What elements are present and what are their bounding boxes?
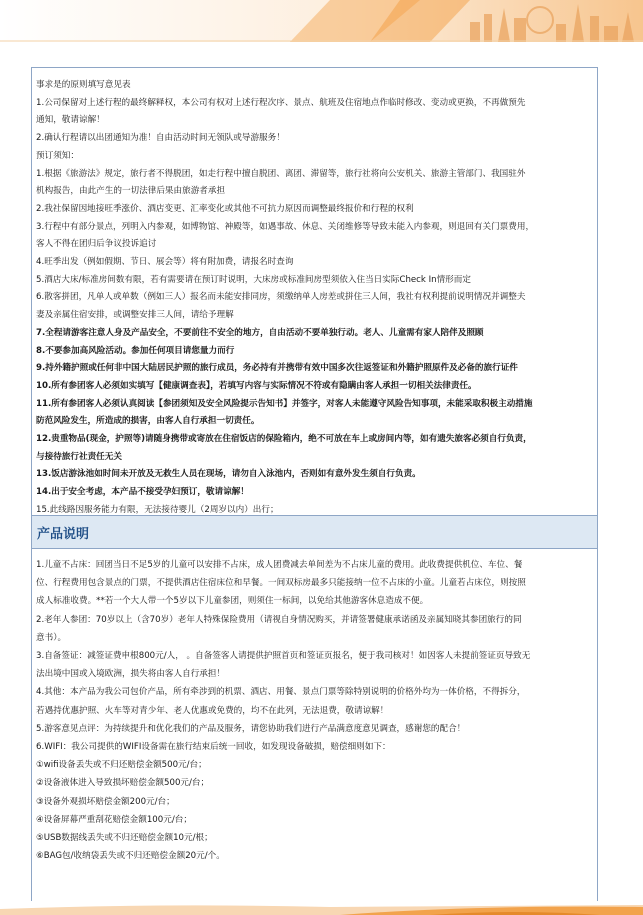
notice-line: 3.行程中有部分景点，列明入内参观，如博物馆、神殿等，如遇事故、休息、关闭维修等导致未能入内参观，则退回有关门票费用， [36,221,535,232]
notice-line: 7.全程请游客注意人身及产品安全，不要前往不安全的地方，自由活动不要单独行动。老人、儿童需有家人陪伴及照顾 [36,327,484,338]
notice-line: 13.饭店游泳池如时间未开放及无救生人员在现场，请勿自入泳池内，否则如有意外发生须自行负责。 [36,469,421,480]
bottom-stripe-illustration [0,901,643,915]
product-line: 6.WIFI：我公司提供的WIFI设备需在旅行结束后统一回收，如发现设备破损，赔偿细则如下： [36,742,391,753]
content-frame [31,67,598,908]
wifi-fee-line: ④设备屏幕严重刮花赔偿金额100元/台； [36,814,192,825]
product-line: 若遇持优惠护照、火车等对青少年、老人优惠或免费的，均不在此列，无法退费，敬请谅解！ [36,705,389,716]
section-title: 产品说明 [37,527,90,542]
product-line: 位、行程费用包含景点的门票，不提供酒店住宿床位和早餐。一间双标房最多只能接纳一位不占床的小童。儿童若占床位，则按照 [36,578,526,589]
booking-notice-section [32,68,597,520]
product-line: 1.儿童不占床：回团当日不足5岁的儿童可以安排不占床，成人团费减去单间差为不占床儿童的费用。此收费提供机位、车位、餐 [36,560,523,570]
wifi-fee-line: ⑤USB数据线丢失或不归还赔偿金额10元/根； [36,833,213,844]
bottom-banner-decoration [0,901,643,915]
wifi-fee-line: ⑥BAG包/收纳袋丢失或不归还赔偿金额20元/个。 [36,851,225,862]
notice-line: 1.公司保留对上述行程的最终解释权，本公司有权对上述行程次序、景点、航班及住宿地点作临时修改、变动或更换，不再做预先 [36,97,526,108]
product-section-header [32,516,597,549]
product-line: 4.其他：本产品为我公司包价产品，所有牵涉到的机票、酒店、用餐、景点门票等除特别说明的价格外均为一体价格，不得拆分， [36,687,526,698]
notice-line: 11.所有参团客人必须认真阅读【参团须知及安全风险提示告知书】并签字，对客人未能遵守风险告知事项，未能采取积极主动措施 [36,398,533,409]
notice-line: 通知，敬请谅解！ [36,115,105,126]
city-skyline-illustration [0,0,643,42]
product-line: 5.游客意见点评：为持续提升和优化我们的产品及服务，请您协助我们进行产品满意度意见调查，感谢您的配合！ [36,723,466,734]
notice-line: 14.出于安全考虑，本产品不接受孕妇预订，敬请谅解！ [36,487,249,498]
notice-subheading: 预订须知： [36,150,79,161]
notice-line: 10.所有参团客人必须如实填写【健康调查表】，若填写内容与实际情况不符或有隐瞒由客人承担一切相关法律责任。 [36,380,477,391]
product-line: 2.老年人参团：70岁以上（含70岁）老年人特殊保险费用（请视自身情况购买，并请签署健康承诺函及亲属知晓其参团旅行的同 [36,614,522,625]
notice-line: 防范风险发生，所造成的损害，由客人自行承担一切责任。 [36,416,260,427]
notice-line: 8.不要参加高风险活动。参加任何项目请您量力而行 [36,345,235,356]
wifi-fee-line: ②设备液体进入导致损坏赔偿金额500元/台； [36,778,210,789]
notice-line: 15.此线路因服务能力有限，无法接待婴儿（2周岁以内）出行； [36,504,279,515]
product-line: 意书）。 [36,632,67,643]
notice-line: 事求是的原则填写意见表 [36,80,131,90]
product-description-section [32,556,597,865]
notice-line: 与接待旅行社责任无关 [36,451,122,462]
notice-line: 1.根据《旅游法》规定，旅行者不得脱团，如走行程中擅自脱团、离团、滞留等，旅行社将向公安机关、旅游主管部门、我国驻外 [36,168,526,179]
product-line: 3.自备签证：减签证费申根800元/人， 。自备签客人请提供护照首页和签证页报名，便于我司核对！如因客人未提前签证页导致无 [36,651,531,662]
notice-line: 12.贵重物品(现金，护照等)请随身携带或寄放在住宿饭店的保险箱内，绝不可放在车上或房间内等，如有遗失旅客必须自行负责， [36,434,532,445]
product-line: 法出境中国或入境欧洲，损失将由客人自行承担！ [36,669,226,680]
notice-line: 2.确认行程请以出团通知为准！自由活动时间无领队或导游服务！ [36,133,285,144]
notice-line: 6.散客拼团，凡单人或单数（例如三人）报名而未能安排同房，须缴纳单人房差或拼住三人间，我社有权利提前说明情况并调整夫 [36,292,526,303]
wifi-fee-line: ①wifi设备丢失或不归还赔偿金额500元/台； [36,760,207,771]
notice-line: 5.酒店大床/标准房间数有限，若有需要请在预订时说明，大床房或标准间房型须依入住当日实际Check In情形而定 [36,274,471,285]
notice-line: 4.旺季出发（例如假期、节日、展会等）将有附加费，请报名时查询 [36,257,294,268]
notice-line: 机构报告，由此产生的一切法律后果由旅游者承担 [36,186,226,197]
product-line: 成人标准收费。**若一个大人带一个5岁以下儿童参团，则须住一标间，以免给其他游客休息造成不便。 [36,596,429,607]
notice-line: 妻及亲属住宿安排，或调整安排三人间，请给予理解 [36,310,234,321]
notice-line: 9.持外籍护照或任何非中国大陆居民护照的旅行成员，务必持有并携带有效中国多次往返签证和外籍护照原件及必备的旅行证件 [36,363,518,374]
top-banner-decoration [0,0,643,42]
notice-line: 客人不得在团归后争议投诉追讨 [36,239,157,250]
wifi-fee-line: ③设备外观损坏赔偿金额200元/台； [36,796,175,807]
notice-line: 2.我社保留因地接旺季涨价、酒店变更、汇率变化或其他不可抗力原因而调整最终报价和行程的权利 [36,203,414,214]
